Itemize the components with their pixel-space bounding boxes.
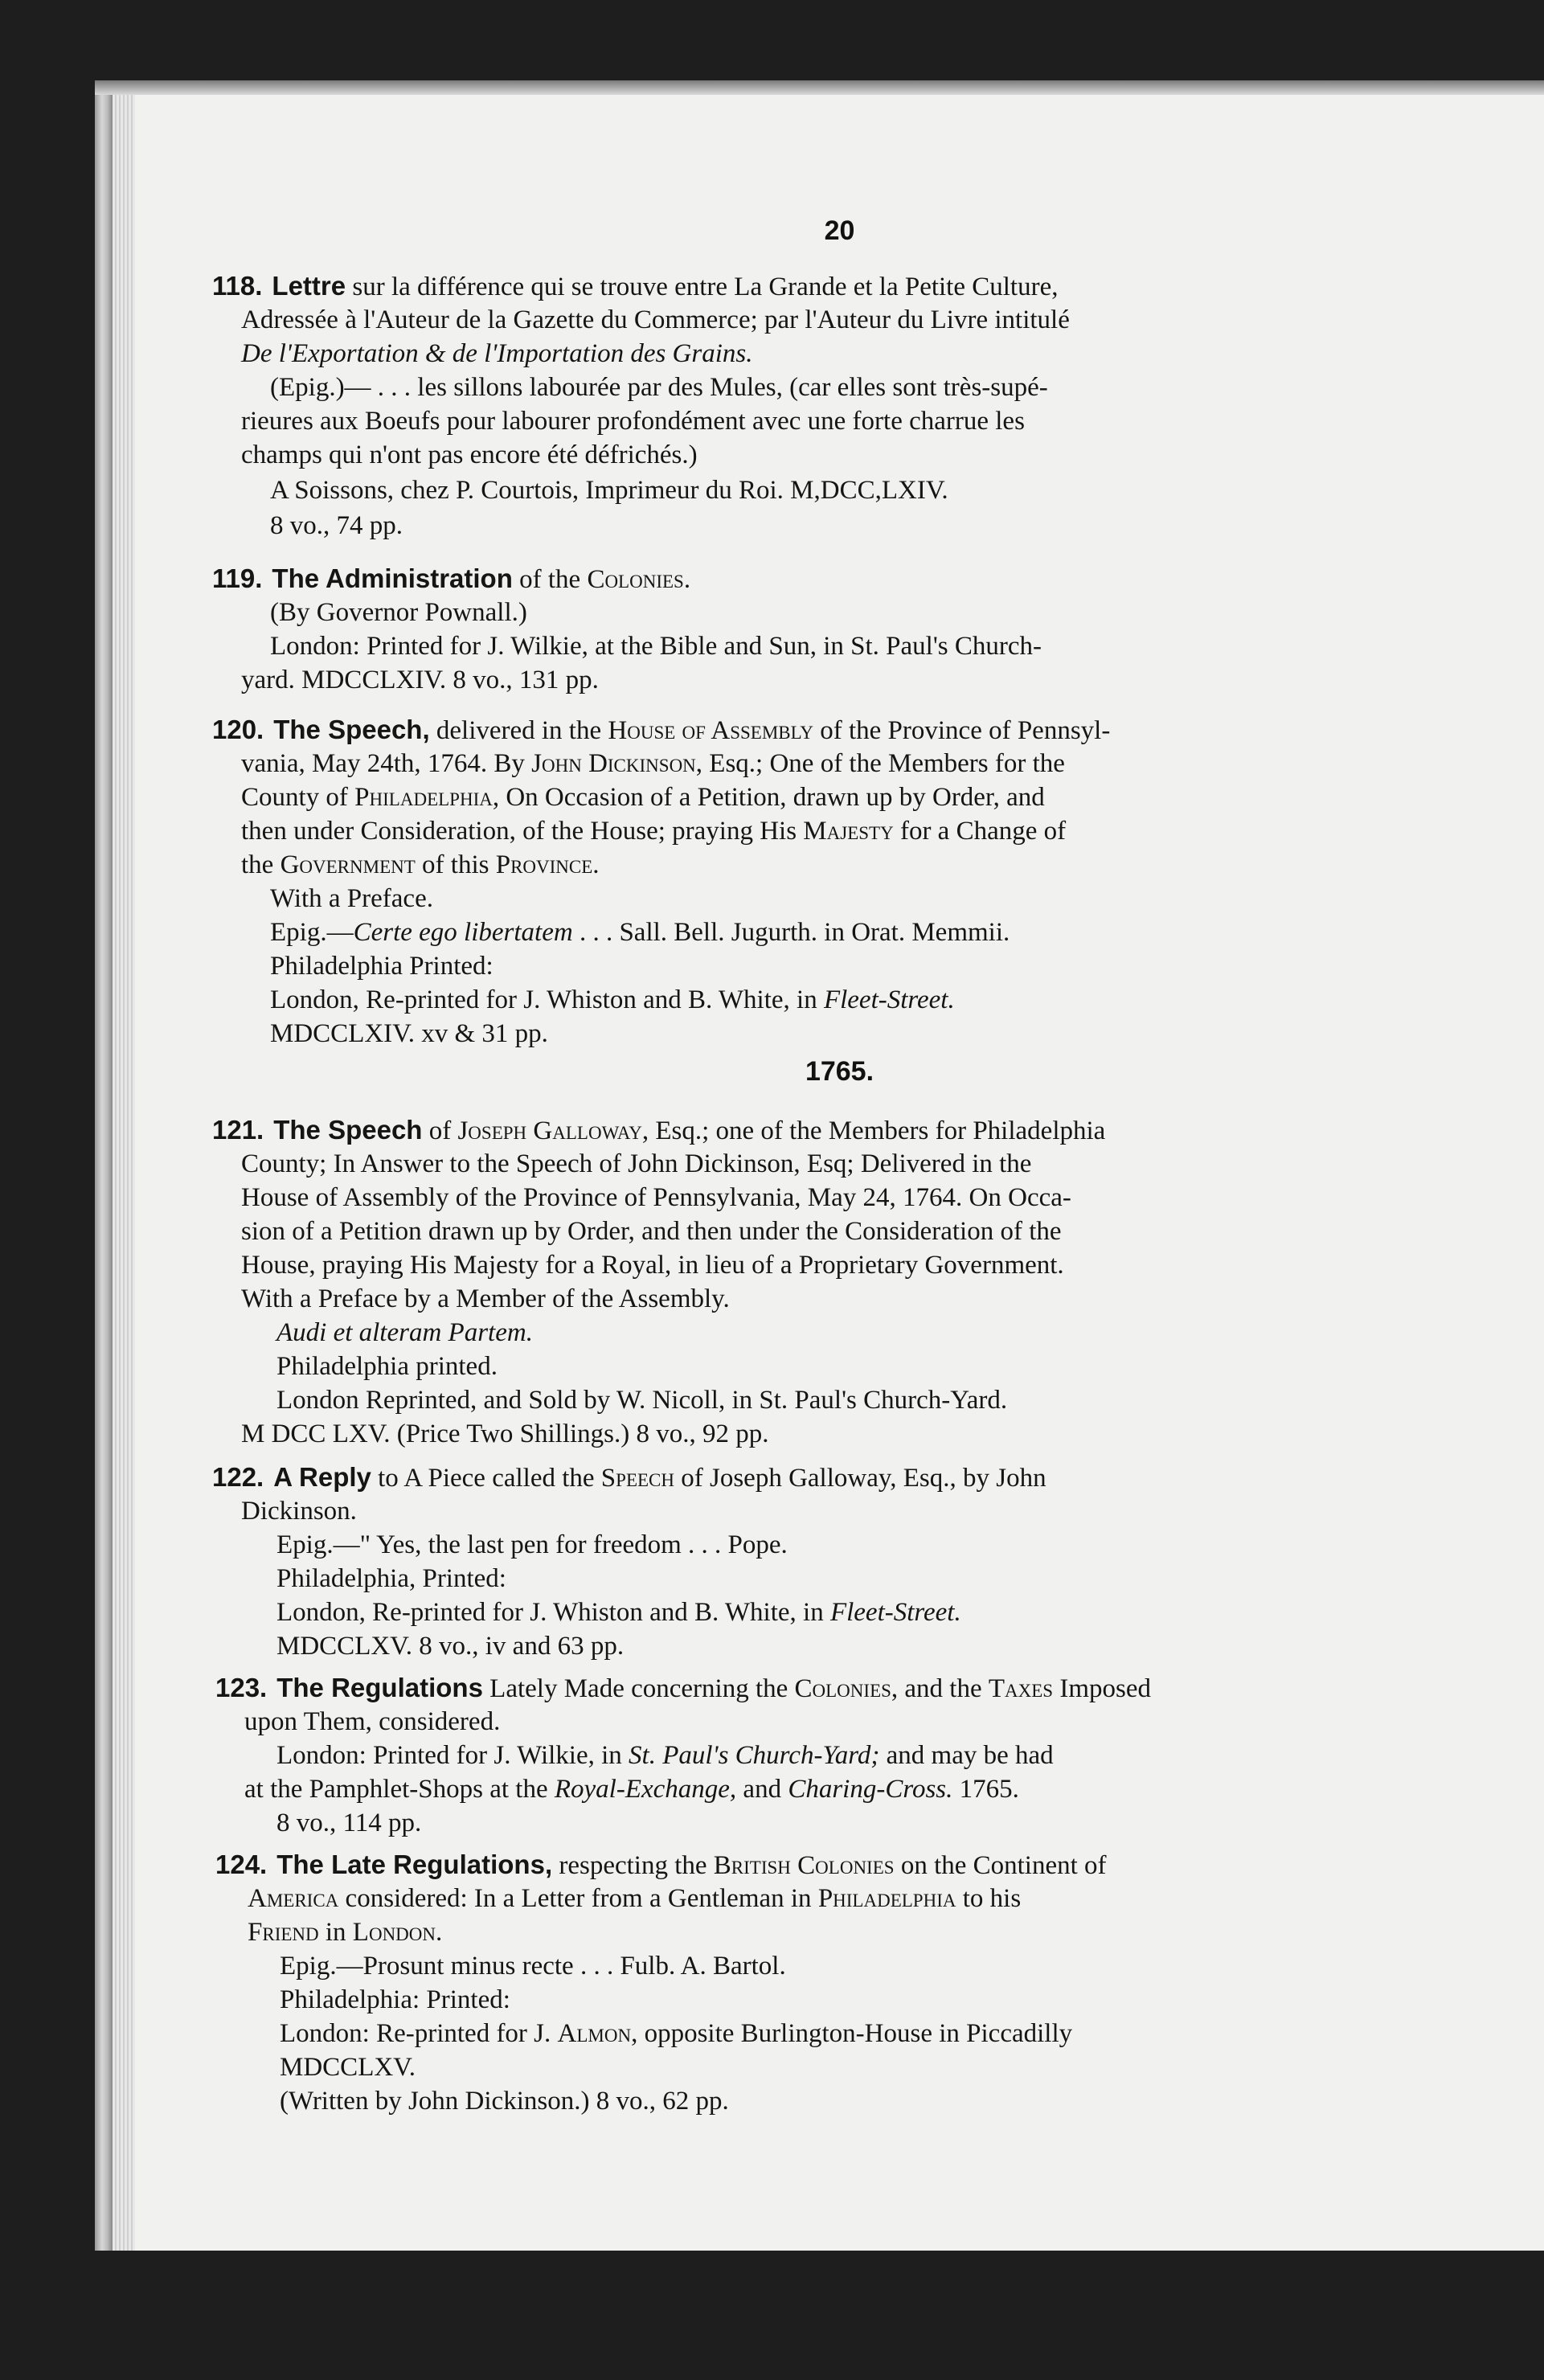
page-number: 20 — [824, 215, 855, 246]
entry-118-line: De l'Exportation & de l'Importation des Grains. — [241, 339, 753, 368]
entry-text: to A Piece called the — [378, 1464, 595, 1493]
entry-120-line — [270, 916, 1010, 948]
entry-text: London: Printed for J. Wilkie, in — [276, 1741, 622, 1770]
entry-number: 122. — [212, 1462, 264, 1492]
entry-text: for a Change of — [899, 817, 1067, 846]
entry-text: the — [241, 850, 274, 879]
entry-text: Majesty — [803, 817, 894, 846]
entry-122-line: MDCCLXV. 8 vo., iv and 63 pp. — [276, 1632, 625, 1661]
entry-118-line: A Soissons, chez P. Courtois, Imprimeur du Roi. M,DCC,LXIV. — [270, 476, 948, 505]
entry-number: 120. — [212, 715, 264, 744]
entry-120-line: With a Preface. — [270, 884, 433, 913]
entry-121-line: House, praying His Majesty for a Royal, in lieu of a Proprietary Government. — [241, 1251, 1064, 1280]
entry-122-line — [276, 1596, 961, 1628]
entry-119-line: (By Governor Pownall.) — [270, 598, 527, 627]
entry-123-line — [276, 1739, 1054, 1772]
entry-118-first-line — [212, 270, 1059, 303]
entry-118-line: champs qui n'ont pas encore été défrichés.) — [241, 440, 698, 469]
entry-120-first-line — [212, 714, 1110, 747]
entry-text: vania, May 24th, 1764. By — [241, 749, 525, 778]
entry-number: 119. — [212, 563, 263, 593]
entry-text: of this — [422, 850, 489, 879]
entry-text: delivered in the — [436, 716, 602, 745]
entry-text: considered: In a Letter from a Gentleman in — [345, 1884, 812, 1913]
entry-122-line: Philadelphia, Printed: — [276, 1564, 506, 1593]
entry-121-line: M DCC LXV. (Price Two Shillings.) 8 vo., 92 pp. — [241, 1419, 769, 1448]
entry-121-line: London Reprinted, and Sold by W. Nicoll, in St. Paul's Church-Yard. — [276, 1386, 1008, 1415]
entry-text: County of — [241, 783, 348, 812]
entry-119-line: yard. MDCCLXIV. 8 vo., 131 pp. — [241, 666, 599, 694]
entry-121-line: With a Preface by a Member of the Assembly. — [241, 1284, 730, 1313]
entry-text: at the Pamphlet-Shops at the — [244, 1775, 548, 1804]
entry-120-line: Philadelphia Printed: — [270, 952, 494, 981]
entry-120-line — [241, 781, 1045, 813]
entry-text: Fleet-Street. — [823, 985, 955, 1014]
entry-121-line: House of Assembly of the Province of Pennsylvania, May 24, 1764. On Occa- — [241, 1183, 1071, 1212]
entry-number: 124. — [215, 1850, 268, 1879]
entry-text: British Colonies — [713, 1851, 895, 1880]
entry-124-line: Philadelphia: Printed: — [280, 1985, 510, 2014]
entry-text: then under Consideration, of the House; praying His — [241, 817, 797, 846]
entry-text: Royal-Exchange, — [554, 1775, 737, 1804]
entry-text: Certe ego libertatem — [353, 918, 573, 947]
entry-120-line — [270, 984, 955, 1016]
entry-120-line — [241, 748, 1065, 780]
entry-text: and may be had — [886, 1741, 1054, 1770]
entry-124-line — [248, 1916, 442, 1948]
entry-heading: The Speech, — [273, 715, 430, 744]
entry-number: 121. — [212, 1115, 264, 1145]
entry-120-line: MDCCLXIV. xv & 31 pp. — [270, 1019, 548, 1048]
entry-124-line — [248, 1882, 1021, 1915]
entry-text: and — [743, 1775, 782, 1804]
entry-text: Province. — [495, 850, 600, 879]
entry-heading: The Administration — [272, 563, 513, 593]
entry-123-first-line — [215, 1672, 1151, 1705]
entry-text: House of Assembly — [608, 716, 813, 745]
entry-heading: A Reply — [273, 1462, 371, 1492]
entry-text: St. Paul's Church-Yard; — [629, 1741, 880, 1770]
entry-text: London. — [352, 1918, 443, 1947]
entry-text: Esq.; one of the Members for Philadelphia — [655, 1116, 1106, 1145]
year-heading: 1765. — [805, 1056, 874, 1087]
entry-124-first-line — [215, 1849, 1107, 1882]
entry-text: Epig.— — [270, 918, 354, 947]
entry-heading: Lettre — [272, 271, 346, 301]
entry-text: Philadelphia — [817, 1884, 956, 1913]
entry-text: Imposed — [1059, 1674, 1151, 1703]
entry-text: opposite Burlington-House in Piccadilly — [644, 2019, 1073, 2048]
entry-118-line: 8 vo., 74 pp. — [270, 511, 403, 540]
entry-124-line: (Written by John Dickinson.) 8 vo., 62 pp. — [280, 2087, 729, 2116]
entry-text: on the Continent of — [900, 1851, 1107, 1880]
entry-text: London, Re-printed for J. Whiston and B. White, in — [270, 985, 817, 1014]
entry-text: Fleet-Street. — [829, 1598, 961, 1627]
entry-118-line: (Epig.)— . . . les sillons labourée par des Mules, (car elles sont très-supé- — [270, 373, 1048, 402]
entry-text: Charing-Cross. — [788, 1775, 953, 1804]
entry-text: of — [428, 1116, 452, 1145]
entry-120-line — [241, 815, 1066, 847]
entry-text: Colonies. — [587, 565, 691, 594]
entry-121-motto: Audi et alteram Partem. — [276, 1318, 533, 1347]
entry-text: Government — [280, 850, 416, 879]
page-top-shadow — [95, 80, 1544, 95]
entry-heading: The Regulations — [276, 1673, 483, 1702]
entry-text: 1765. — [959, 1775, 1019, 1804]
entry-text: Speech — [600, 1464, 674, 1493]
entry-text: in — [325, 1918, 346, 1947]
entry-124-line — [280, 2017, 1072, 2050]
entry-text: Joseph Galloway, — [457, 1116, 649, 1145]
entry-text: London: Re-printed for J. — [280, 2019, 551, 2048]
entry-text: Lately Made concerning the — [489, 1674, 788, 1703]
entry-119-line: London: Printed for J. Wilkie, at the Bible and Sun, in St. Paul's Church- — [270, 632, 1042, 661]
book-spine — [95, 80, 113, 2251]
entry-118-line: rieures aux Boeufs pour labourer profondément avec une forte charrue les — [241, 407, 1025, 436]
entry-123-line — [244, 1773, 1019, 1805]
entry-120-line — [241, 849, 600, 881]
entry-text: London, Re-printed for J. Whiston and B. White, in — [276, 1598, 824, 1627]
entry-text: America — [248, 1884, 339, 1913]
entry-123-line: 8 vo., 114 pp. — [276, 1809, 422, 1837]
entry-123-line: upon Them, considered. — [244, 1707, 501, 1736]
entry-121-line: Philadelphia printed. — [276, 1352, 498, 1381]
entry-121-first-line — [212, 1114, 1105, 1147]
page-stack-edge — [113, 80, 135, 2251]
entry-119-first-line — [212, 563, 690, 596]
entry-text: John Dickinson, — [531, 749, 703, 778]
entry-text: Friend — [248, 1918, 319, 1947]
scanned-page — [135, 80, 1544, 2251]
entry-122-line: Dickinson. — [241, 1497, 357, 1526]
entry-text: of the Province of Pennsyl- — [820, 716, 1111, 745]
entry-text: sur la différence qui se trouve entre La Grande et la Petite Culture, — [352, 272, 1059, 301]
entry-text: On Occasion of a Petition, drawn up by Order, and — [506, 783, 1045, 812]
entry-text: Almon, — [557, 2019, 638, 2048]
entry-number: 118. — [212, 271, 263, 301]
entry-124-line: Epig.—Prosunt minus recte . . . Fulb. A. Bartol. — [280, 1952, 786, 1981]
entry-text: Colonies, — [794, 1674, 899, 1703]
entry-text: respecting the — [559, 1851, 707, 1880]
entry-text: Philadelphia, — [354, 783, 500, 812]
entry-heading: The Late Regulations, — [276, 1850, 553, 1879]
entry-121-line: sion of a Petition drawn up by Order, and then under the Consideration of the — [241, 1217, 1062, 1246]
entry-heading: The Speech — [273, 1115, 423, 1145]
entry-text: Taxes — [988, 1674, 1054, 1703]
entry-118-line: Adressée à l'Auteur de la Gazette du Commerce; par l'Auteur du Livre intitulé — [241, 305, 1070, 334]
entry-text: of the — [519, 565, 581, 594]
entry-text: Esq.; One of the Members for the — [709, 749, 1065, 778]
entry-number: 123. — [215, 1673, 268, 1702]
entry-text: of Joseph Galloway, Esq., by John — [681, 1464, 1046, 1493]
entry-121-line: County; In Answer to the Speech of John Dickinson, Esq; Delivered in the — [241, 1149, 1032, 1178]
entry-122-line: Epig.—" Yes, the last pen for freedom . . . Pope. — [276, 1530, 788, 1559]
entry-124-line: MDCCLXV. — [280, 2053, 416, 2082]
entry-122-first-line — [212, 1461, 1046, 1494]
entry-text: . . . Sall. Bell. Jugurth. in Orat. Memmii. — [572, 918, 1010, 947]
entry-text: to his — [962, 1884, 1022, 1913]
entry-text: and the — [904, 1674, 982, 1703]
